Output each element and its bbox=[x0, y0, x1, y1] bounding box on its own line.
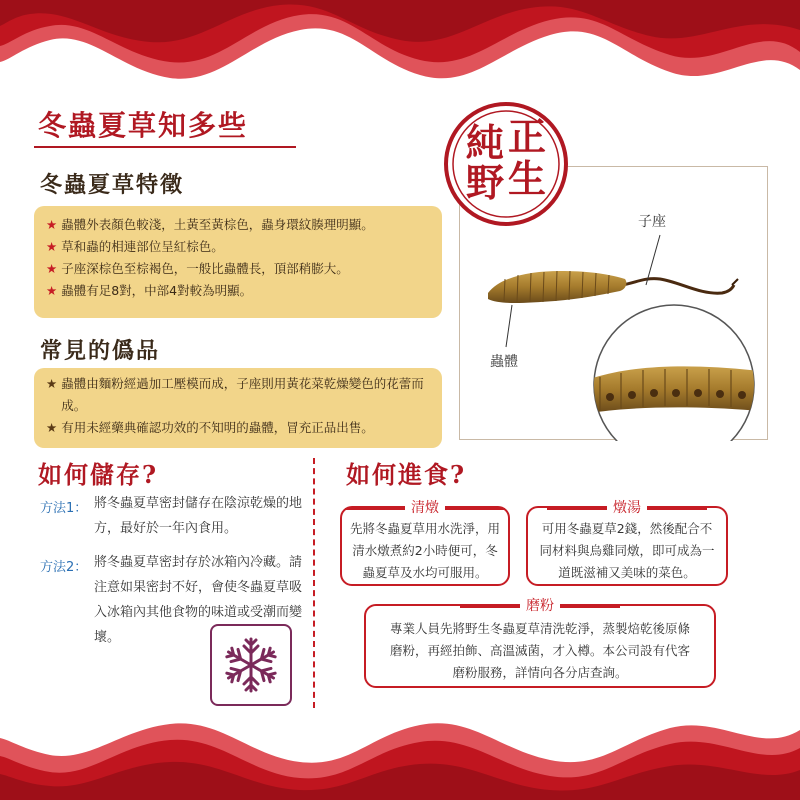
card-soup bbox=[526, 500, 728, 586]
star-icon: ★ bbox=[46, 283, 58, 298]
snowflake-glyph bbox=[212, 626, 290, 704]
card-soup-text: 可用冬蟲夏草2錢，然後配合不同材料與烏雞同燉，即可成為一道既滋補又美味的菜色。 bbox=[539, 521, 715, 580]
feature-item: ★ 蟲體外表顏色較淺，土黃至黃棕色，蟲身環紋腠理明顯。 bbox=[46, 214, 432, 236]
stamp-char: 野 bbox=[466, 160, 505, 205]
card-powder bbox=[364, 598, 716, 688]
card-stew-text: 先將冬蟲夏草用水洗淨，用清水燉煮約2小時便可，冬蟲夏草及水均可服用。 bbox=[349, 521, 500, 580]
stamp-char: 生 bbox=[508, 156, 547, 201]
method-1-text: 將冬蟲夏草密封儲存在陰涼乾燥的地方，最好於一年內食用。 bbox=[94, 496, 303, 536]
features-box bbox=[34, 206, 442, 318]
page-title: 冬蟲夏草知多些 bbox=[38, 109, 249, 142]
fake-item: ★ 蟲體由麵粉經過加工壓模而成，子座則用黃花菜乾燥變色的花蕾而成。 bbox=[46, 373, 432, 417]
column-divider bbox=[313, 458, 315, 708]
snowflake-icon bbox=[210, 624, 292, 706]
star-icon: ★ bbox=[46, 217, 58, 232]
star-icon: ★ bbox=[46, 239, 58, 254]
feature-item: ★ 草和蟲的相連部位呈紅棕色。 bbox=[46, 236, 432, 258]
star-icon: ★ bbox=[46, 420, 58, 435]
feature-item: ★ 子座深棕色至棕褐色，一般比蟲體長，頂部稍膨大。 bbox=[46, 258, 432, 280]
title-underline bbox=[34, 146, 296, 148]
feature-item: ★ 蟲體有足8對，中部4對較為明顯。 bbox=[46, 280, 432, 302]
storage-heading: 如何儲存? bbox=[38, 460, 159, 489]
top-wave-decoration bbox=[0, 0, 800, 110]
features-heading: 冬蟲夏草特徵 bbox=[40, 172, 185, 198]
eating-heading: 如何進食? bbox=[346, 460, 467, 489]
bottom-wave-decoration bbox=[0, 700, 800, 800]
body-label: 蟲體 bbox=[490, 354, 518, 370]
stamp-char: 正 bbox=[508, 114, 547, 159]
star-icon: ★ bbox=[46, 261, 58, 276]
stroma-label: 子座 bbox=[638, 214, 666, 230]
fakes-heading: 常見的僞品 bbox=[40, 338, 161, 364]
authentic-wild-stamp bbox=[442, 100, 570, 228]
star-icon: ★ bbox=[46, 376, 58, 391]
method-1-label: 方法1： bbox=[40, 501, 88, 516]
card-soup-title: 燉湯 bbox=[607, 497, 647, 519]
card-powder-title: 磨粉 bbox=[520, 595, 560, 617]
card-powder-text: 專業人員先將野生冬蟲夏草清洗乾淨，蒸製焙乾後原條磨粉，再經拍飾、高溫滅菌，才入樽。本公司設有代客磨粉服務，詳情向各分店查詢。 bbox=[389, 621, 690, 680]
stamp-char: 純 bbox=[466, 120, 505, 165]
method-2-label: 方法2： bbox=[40, 560, 88, 575]
method-2-text: 將冬蟲夏草密封存於冰箱內冷藏。請注意如果密封不好，會使冬蟲夏草吸入冰箱內其他食物的味道或受潮而變壞。 bbox=[94, 555, 303, 645]
fakes-box bbox=[34, 368, 442, 448]
card-stew bbox=[340, 500, 510, 586]
card-stew-title: 清燉 bbox=[405, 497, 445, 519]
fake-item: ★ 有用未經藥典確認功效的不知明的蟲體，冒充正品出售。 bbox=[46, 417, 432, 439]
